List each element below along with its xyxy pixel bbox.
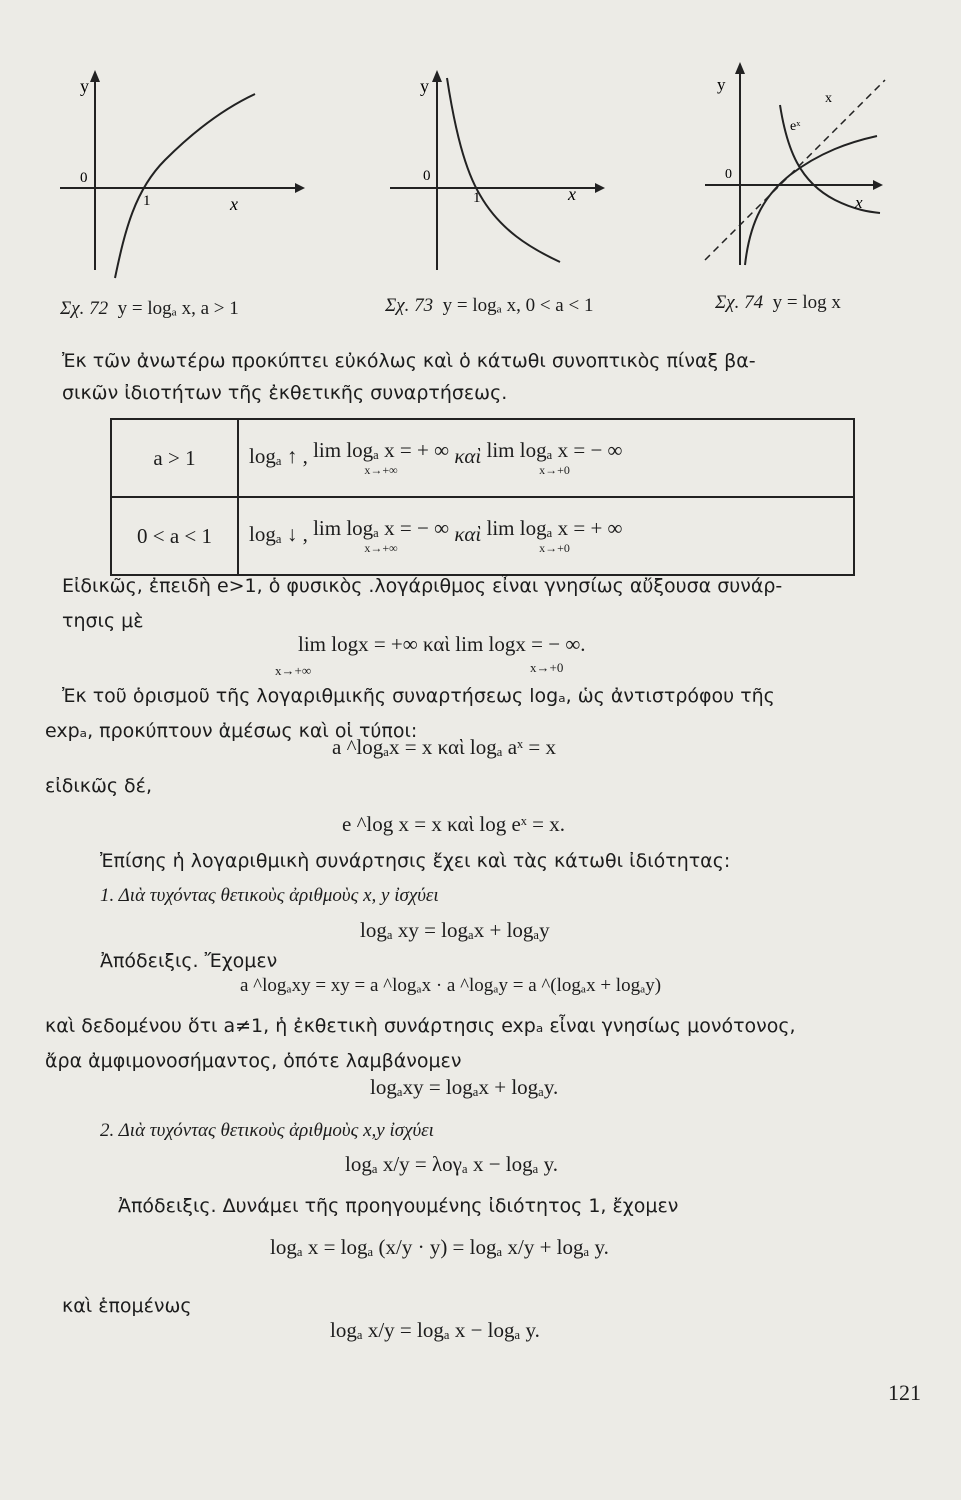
table-row [111, 497, 854, 575]
limit-equation: lim logx = +∞ καὶ lim logx = − ∞. [298, 632, 586, 656]
x-label: x [855, 193, 863, 212]
log-curve [447, 78, 560, 262]
proof-2: Ἀπόδειξις. Δυνάμει τῆς προηγουμένης ἰδιότητος 1, ἔχομεν [118, 1195, 679, 1217]
limit-2-expr: lim logₐ x = + ∞ [486, 516, 623, 540]
para-2b: expₐ, προκύπτουν ἀμέσως καὶ οἱ τύποι: [45, 720, 418, 742]
origin-label: 0 [725, 167, 732, 182]
formula-2: e ^log x = x καὶ log eˣ = x. [342, 812, 565, 836]
caption-74 [715, 292, 841, 314]
para-5a: καὶ δεδομένου ὅτι a≠1, ἡ ἐκθετικὴ συνάρτησις expₐ εἶναι γνησίως μονότονος, [45, 1015, 796, 1037]
limit-1 [313, 440, 449, 476]
origin-label: 0 [423, 168, 431, 184]
formula-1: a ^logₐx = x καὶ logₐ aˣ = x [332, 735, 556, 759]
limit-2 [487, 440, 623, 476]
caption-72-text: y = logₐ x, a > 1 [117, 298, 239, 319]
diagonal-y-equals-x [705, 80, 885, 260]
limit-sub-2: x→+0 [530, 660, 564, 675]
graph-72-svg [55, 70, 305, 285]
intro-line-2: σικῶν ἰδιοτήτων τῆς ἐκθετικῆς συναρτήσεως. [62, 382, 508, 404]
limit-1-sub: x→+∞ [364, 541, 398, 555]
caption-73-fig: Σχ. 73 [385, 295, 434, 316]
para-6: καὶ ἑπομένως [62, 1295, 192, 1317]
formula-3: logₐ xy = logₐx + logₐy [360, 918, 550, 942]
limit-1 [313, 518, 449, 554]
limit-1-expr: lim logₐ x = − ∞ [313, 516, 450, 540]
caption-73 [385, 295, 593, 317]
caption-74-fig: Σχ. 74 [715, 292, 764, 313]
graph-fig-74 [695, 60, 895, 270]
log-curve [115, 94, 255, 278]
property-1: 1. Διὰ τυχόντας θετικοὺς ἀριθμοὺς x, y ἰσχύει [100, 885, 439, 906]
kai-word: καὶ [454, 443, 482, 468]
limit-2-sub: x→+0 [539, 541, 570, 555]
formula-8: logₐ x/y = logₐ x − logₐ y. [330, 1318, 540, 1342]
caption-74-text: y = log x [772, 292, 841, 313]
formula-6: logₐ x/y = λογₐ x − logₐ y. [345, 1152, 559, 1176]
x-label: x [568, 184, 576, 204]
origin-label: 0 [80, 170, 88, 186]
cond-cell: a > 1 [111, 419, 238, 497]
y-arrow-icon [735, 62, 745, 74]
intro-line-1: Ἐκ τῶν ἀνωτέρω προκύπτει εὐκόλως καὶ ὁ κάτωθι συνοπτικὸς πίναξ βα- [62, 350, 756, 372]
limit-1-sub: x→+∞ [364, 463, 398, 477]
monotonic: logₐ ↓ , [249, 521, 308, 546]
para-5b: ἄρα ἀμφιμονοσήμαντος, ὁπότε λαμβάνομεν [45, 1050, 462, 1072]
graph-fig-72 [55, 70, 305, 285]
graph-fig-73 [385, 70, 615, 280]
y-label: y [717, 75, 726, 94]
y-label: y [80, 76, 89, 96]
x-arrow-icon [873, 180, 883, 190]
formula-4: a ^logₐxy = xy = a ^logₐx · a ^logₐy = a ^(logₐx + logₐy) [240, 975, 662, 996]
limit-1-expr: lim logₐ x = + ∞ [313, 438, 450, 462]
para-3: εἰδικῶς δέ, [45, 775, 152, 797]
y-label: y [420, 76, 429, 96]
diag-label: x [825, 91, 832, 106]
para-1b: τησις μὲ [62, 610, 144, 632]
y-arrow-icon [90, 70, 100, 82]
property-2: 2. Διὰ τυχόντας θετικοὺς ἀριθμοὺς x,y ἰσχύει [100, 1120, 434, 1141]
page-number: 121 [888, 1380, 921, 1405]
exp-label: eˣ [790, 119, 801, 134]
y-arrow-icon [432, 70, 442, 82]
para-2a: Ἐκ τοῦ ὁρισμοῦ τῆς λογαριθμικῆς συναρτήσεως logₐ, ὡς ἀντιστρόφου τῆς [62, 685, 775, 707]
limit-2-expr: lim logₐ x = − ∞ [486, 438, 623, 462]
one-label: 1 [473, 190, 481, 206]
x-arrow-icon [595, 183, 605, 193]
caption-72-fig: Σχ. 72 [60, 298, 109, 319]
table-row [111, 419, 854, 497]
props-cell [238, 419, 854, 497]
props-cell [238, 497, 854, 575]
kai-word: καὶ [454, 521, 482, 546]
para-1a: Εἰδικῶς, ἐπειδὴ e>1, ὁ φυσικὸς .λογάριθμος εἶναι γνησίως αὔξουσα συνάρ- [62, 575, 783, 597]
caption-73-text: y = logₐ x, 0 < a < 1 [442, 295, 594, 316]
limit-2-sub: x→+0 [539, 463, 570, 477]
para-4: Ἐπίσης ἡ λογαριθμικὴ συνάρτησις ἔχει καὶ τὰς κάτωθι ἰδιότητας: [100, 850, 731, 872]
formula-5: logₐxy = logₐx + logₐy. [370, 1075, 559, 1099]
monotonic: logₐ ↑ , [249, 443, 308, 468]
x-label: x [230, 194, 238, 214]
one-label: 1 [143, 193, 151, 209]
limit-sub-1: x→+∞ [275, 663, 312, 678]
caption-72 [60, 298, 239, 320]
cond-cell: 0 < a < 1 [111, 497, 238, 575]
limit-2 [487, 518, 623, 554]
proof-1: Ἀπόδειξις. Ἔχομεν [100, 950, 278, 972]
graph-74-svg [695, 60, 895, 270]
x-arrow-icon [295, 183, 305, 193]
properties-table [110, 418, 855, 576]
graph-73-svg [385, 70, 615, 280]
formula-7: logₐ x = logₐ (x/y · y) = logₐ x/y + logₐ y. [270, 1235, 609, 1259]
